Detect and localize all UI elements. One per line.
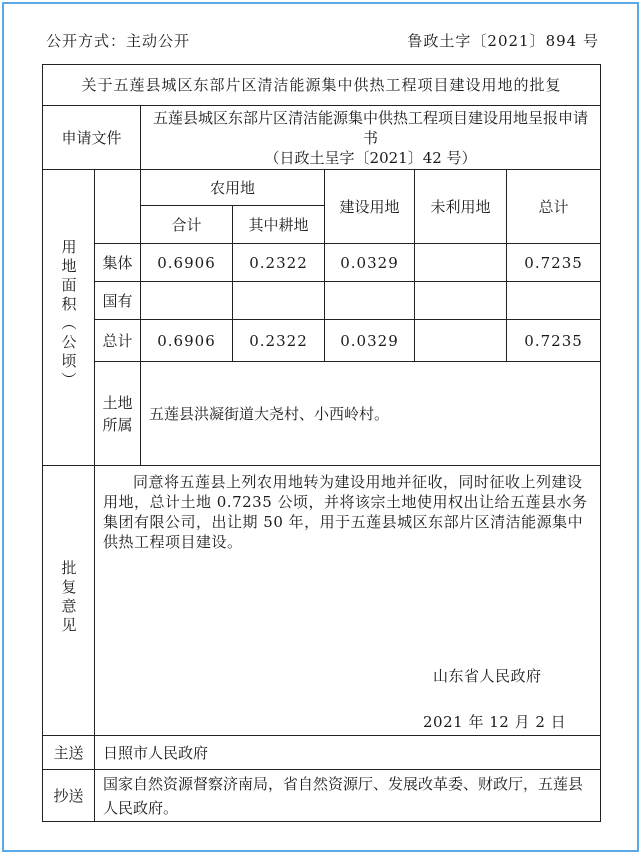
cell-unused [415,320,507,362]
application-label: 申请文件 [43,106,141,170]
document-title: 关于五莲县城区东部片区清洁能源集中供热工程项目建设用地的批复 [43,65,601,106]
col-agri: 农用地 [141,170,325,206]
approval-text: 同意将五莲县上列农用地转为建设用地并征收，同时征收上列建设用地，总计土地 0.7235 公顷，并将该宗土地使用权出让给五莲县水务集团有限公司，出让期 50 年，用于五莲县城区东部片区清洁能源集中供热工程项目建设。 [103,473,588,551]
cell-subtotal [141,282,233,320]
col-subtotal: 合计 [141,206,233,244]
table-row [43,282,601,320]
approval-label-cell [43,466,95,736]
row-label: 集体 [95,244,141,282]
approval-table [42,64,601,822]
send-to-value: 日照市人民政府 [95,736,601,770]
row-label: 总计 [95,320,141,362]
approval-label: 批复意见 [59,560,78,636]
application-text: 五莲县城区东部片区清洁能源集中供热工程项目建设用地呈报申请书 [153,108,589,147]
document-number: 鲁政土字〔2021〕894 号 [407,32,599,50]
col-unused: 未利用地 [415,170,507,244]
row-label: 国有 [95,282,141,320]
cell-cultivated: 0.2322 [233,244,325,282]
location-label: 土地所属 [102,393,133,434]
cell-construction: 0.0329 [325,244,415,282]
cell-total [507,282,601,320]
area-label-cell [43,170,95,466]
table-row [43,244,601,282]
col-cultivated: 其中耕地 [233,206,325,244]
copy-to-value: 国家自然资源督察济南局，省自然资源厅、发展改革委、财政厅，五莲县人民政府。 [95,770,601,822]
col-construction: 建设用地 [325,170,415,244]
cell-construction [325,282,415,320]
cell-cultivated [233,282,325,320]
send-to-label: 主送 [43,736,95,770]
application-cell [141,106,601,170]
cell-total: 0.7235 [507,244,601,282]
cell-subtotal: 0.6906 [141,244,233,282]
corner-cell [95,170,141,244]
table-row [43,320,601,362]
area-label: 用地面积（公顷） [59,239,78,391]
copy-to-label: 抄送 [43,770,95,822]
cell-unused [415,282,507,320]
disclosure-method: 公开方式：主动公开 [46,32,191,50]
cell-unused [415,244,507,282]
application-ref: （日政土呈字〔2021〕42 号） [264,148,477,167]
cell-construction: 0.0329 [325,320,415,362]
approval-body-cell [95,466,601,736]
approval-date: 2021 年 12 月 2 日 [423,713,567,731]
cell-subtotal: 0.6906 [141,320,233,362]
col-total: 总计 [507,170,601,244]
land-location: 五莲县洪凝街道大尧村、小西岭村。 [141,362,601,466]
cell-total: 0.7235 [507,320,601,362]
location-label-cell [95,362,141,466]
cell-cultivated: 0.2322 [233,320,325,362]
approval-signer: 山东省人民政府 [433,667,542,685]
